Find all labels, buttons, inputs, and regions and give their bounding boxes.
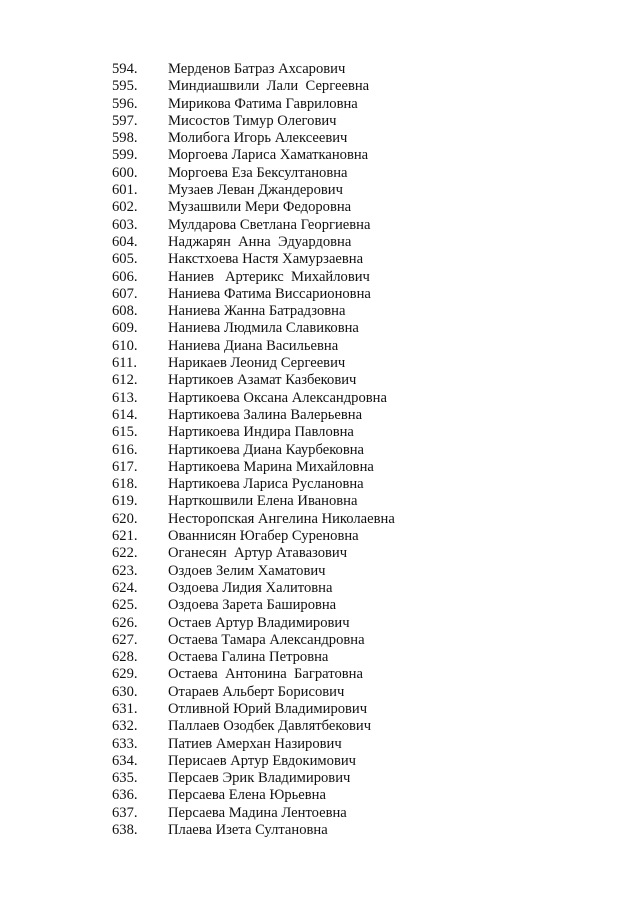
list-item	[0, 597, 640, 614]
list-item	[0, 563, 640, 580]
entry-name: Накстхоева Настя Хамурзаевна	[168, 251, 364, 268]
entry-number: 633.	[112, 735, 138, 752]
list-item	[0, 320, 640, 337]
entry-number: 609.	[112, 320, 138, 337]
entry-number: 635.	[112, 770, 138, 787]
list-item	[0, 130, 640, 147]
entry-name: Оздоев Зелим Хаматович	[168, 562, 326, 579]
entry-name: Нартикоева Залина Валерьевна	[168, 406, 363, 423]
entry-name: Нарткошвили Елена Ивановна	[168, 493, 358, 510]
list-item	[0, 493, 640, 510]
entry-name: Нартикоева Марина Михайловна	[168, 458, 374, 475]
entry-name: Мулдарова Светлана Георгиевна	[168, 216, 371, 233]
entry-number: 620.	[112, 510, 138, 527]
entry-name: Оганесян Артур Атавазович	[168, 545, 348, 562]
entry-name: Персаев Эрик Владимирович	[168, 770, 351, 787]
entry-number: 638.	[112, 822, 138, 839]
entry-number: 601.	[112, 182, 138, 199]
entry-number: 606.	[112, 268, 138, 285]
list-item	[0, 424, 640, 441]
list-item	[0, 787, 640, 804]
entry-name: Отливной Юрий Владимирович	[168, 700, 368, 717]
list-item	[0, 338, 640, 355]
entry-name: Несторопская Ангелина Николаевна	[168, 510, 395, 527]
entry-name: Нартикоева Диана Каурбековна	[168, 441, 365, 458]
entry-number: 626.	[112, 614, 138, 631]
entry-number: 599.	[112, 147, 138, 164]
list-item	[0, 234, 640, 251]
entry-number: 615.	[112, 424, 138, 441]
entry-name: Нарикаев Леонид Сергеевич	[168, 355, 346, 372]
entry-number: 595.	[112, 78, 138, 95]
list-item	[0, 165, 640, 182]
entry-name: Мисостов Тимур Олегович	[168, 112, 337, 129]
entry-name: Музаев Леван Джандерович	[168, 182, 343, 199]
entry-number: 612.	[112, 372, 138, 389]
entry-number: 597.	[112, 112, 138, 129]
list-item	[0, 442, 640, 459]
entry-number: 604.	[112, 233, 138, 250]
list-item	[0, 96, 640, 113]
entry-name: Остаев Артур Владимирович	[168, 614, 350, 631]
entry-name: Наниев Артерикс Михайлович	[168, 268, 370, 285]
list-item	[0, 649, 640, 666]
list-item	[0, 753, 640, 770]
entry-name: Наниева Фатима Виссарионовна	[168, 285, 371, 302]
list-item	[0, 684, 640, 701]
entry-name: Моргоева Еза Бексултановна	[168, 164, 348, 181]
list-item	[0, 217, 640, 234]
entry-number: 636.	[112, 787, 138, 804]
entry-number: 598.	[112, 130, 138, 147]
list-item	[0, 736, 640, 753]
entry-number: 632.	[112, 718, 138, 735]
entry-number: 605.	[112, 251, 138, 268]
list-item	[0, 303, 640, 320]
entry-name: Остаева Антонина Багратовна	[168, 666, 363, 683]
entry-number: 611.	[112, 355, 137, 372]
list-item	[0, 701, 640, 718]
list-item	[0, 61, 640, 78]
entry-number: 613.	[112, 389, 138, 406]
list-item	[0, 251, 640, 268]
entry-name: Отараев Альберт Борисович	[168, 683, 345, 700]
entry-name: Молибога Игорь Алексеевич	[168, 130, 348, 147]
entry-name: Нартикоева Лариса Руслановна	[168, 476, 364, 493]
list-item	[0, 511, 640, 528]
entry-name: Персаева Елена Юрьевна	[168, 787, 326, 804]
list-item	[0, 545, 640, 562]
entry-number: 596.	[112, 95, 138, 112]
entry-number: 616.	[112, 441, 138, 458]
entry-number: 629.	[112, 666, 138, 683]
list-item	[0, 269, 640, 286]
entry-name: Персаева Мадина Лентоевна	[168, 804, 347, 821]
entry-number: 637.	[112, 804, 138, 821]
entry-number: 618.	[112, 476, 138, 493]
list-item	[0, 805, 640, 822]
list-item	[0, 113, 640, 130]
entry-number: 617.	[112, 458, 138, 475]
list-item	[0, 822, 640, 839]
entry-number: 631.	[112, 700, 138, 717]
entry-number: 607.	[112, 285, 138, 302]
entry-number: 608.	[112, 303, 138, 320]
entry-number: 621.	[112, 528, 138, 545]
list-item	[0, 718, 640, 735]
entry-name: Наниева Жанна Батрадзовна	[168, 303, 346, 320]
list-item	[0, 476, 640, 493]
entry-name: Ованнисян Югабер Суреновна	[168, 528, 359, 545]
entry-name: Остаева Тамара Александровна	[168, 631, 365, 648]
entry-name: Наджарян Анна Эдуардовна	[168, 233, 352, 250]
name-list	[0, 61, 640, 839]
list-item	[0, 770, 640, 787]
list-item	[0, 372, 640, 389]
entry-name: Нартикоева Оксана Александровна	[168, 389, 387, 406]
list-item	[0, 78, 640, 95]
list-item	[0, 666, 640, 683]
entry-number: 623.	[112, 562, 138, 579]
entry-number: 594.	[112, 61, 138, 77]
entry-number: 625.	[112, 597, 138, 614]
entry-name: Нартикоев Азамат Казбекович	[168, 372, 357, 389]
entry-number: 610.	[112, 337, 138, 354]
entry-number: 614.	[112, 406, 138, 423]
entry-name: Наниева Людмила Славиковна	[168, 320, 359, 337]
entry-name: Мирикова Фатима Гавриловна	[168, 95, 358, 112]
entry-name: Остаева Галина Петровна	[168, 649, 329, 666]
entry-number: 619.	[112, 493, 138, 510]
entry-number: 628.	[112, 649, 138, 666]
list-item	[0, 390, 640, 407]
list-item	[0, 355, 640, 372]
entry-number: 600.	[112, 164, 138, 181]
entry-name: Перисаев Артур Евдокимович	[168, 752, 356, 769]
entry-name: Мерденов Батраз Ахсарович	[168, 61, 346, 77]
entry-number: 603.	[112, 216, 138, 233]
list-item	[0, 632, 640, 649]
list-item	[0, 182, 640, 199]
list-item	[0, 528, 640, 545]
entry-name: Оздоева Зарета Башировна	[168, 597, 337, 614]
list-item	[0, 615, 640, 632]
list-item	[0, 407, 640, 424]
entry-name: Моргоева Лариса Хаматкановна	[168, 147, 369, 164]
entry-number: 627.	[112, 631, 138, 648]
entry-name: Плаева Изета Султановна	[168, 822, 328, 839]
entry-number: 630.	[112, 683, 138, 700]
entry-name: Музашвили Мери Федоровна	[168, 199, 352, 216]
entry-name: Миндиашвили Лали Сергеевна	[168, 78, 370, 95]
entry-name: Оздоева Лидия Халитовна	[168, 579, 333, 596]
list-item	[0, 286, 640, 303]
list-item	[0, 459, 640, 476]
entry-number: 622.	[112, 545, 138, 562]
list-item	[0, 199, 640, 216]
entry-number: 624.	[112, 579, 138, 596]
entry-name: Паллаев Озодбек Давлятбекович	[168, 718, 372, 735]
entry-number: 634.	[112, 752, 138, 769]
entry-number: 602.	[112, 199, 138, 216]
list-item	[0, 147, 640, 164]
entry-name: Патиев Амерхан Назирович	[168, 735, 342, 752]
entry-name: Нартикоева Индира Павловна	[168, 424, 354, 441]
entry-name: Наниева Диана Васильевна	[168, 337, 339, 354]
list-item	[0, 580, 640, 597]
